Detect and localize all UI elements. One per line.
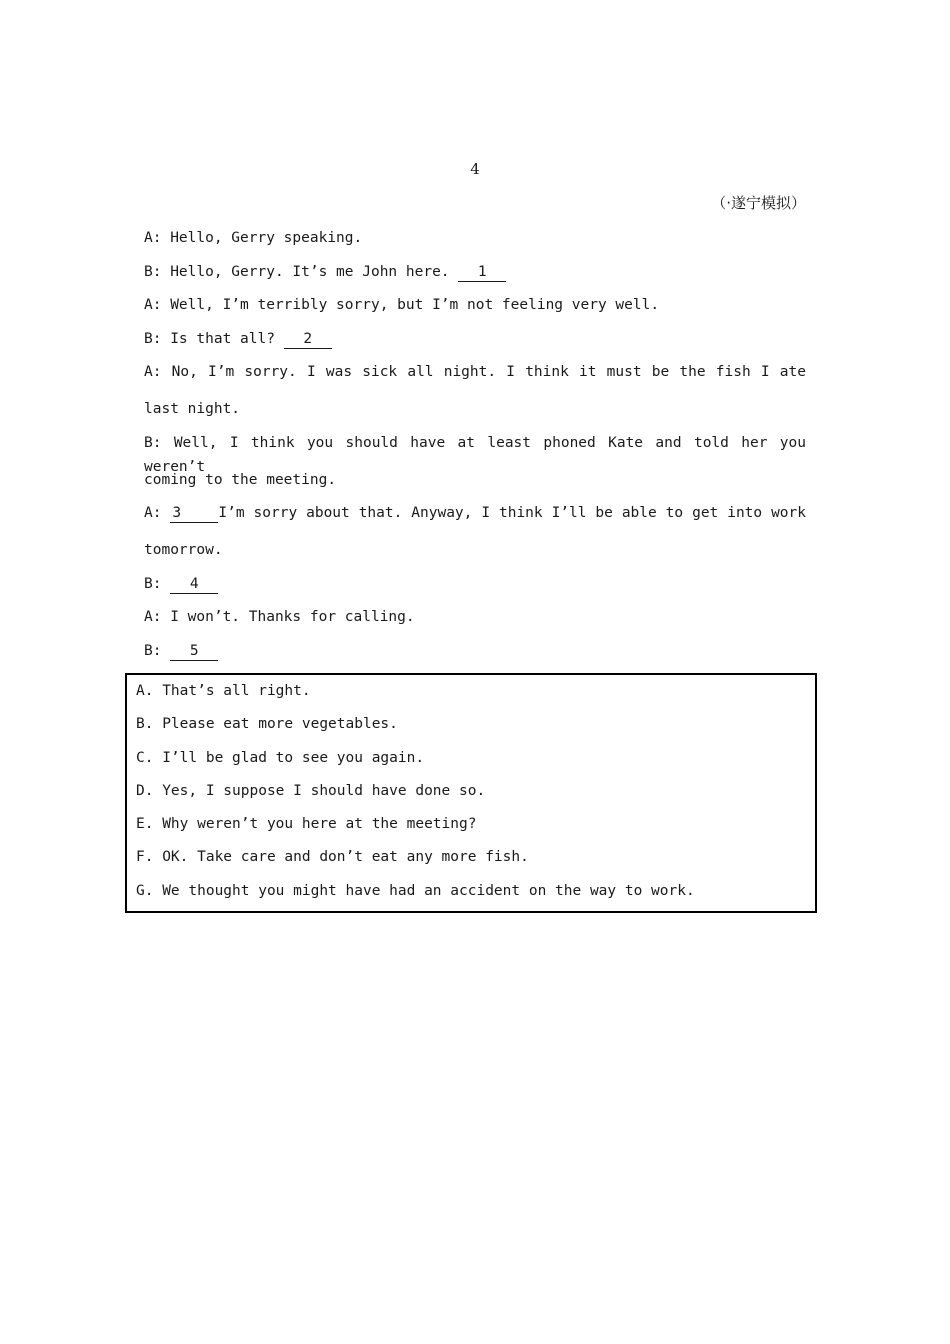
answer-blank-5[interactable]: 5 (170, 642, 218, 661)
option-e: E. Why weren’t you here at the meeting? (136, 816, 477, 833)
dialog-line: A: I won’t. Thanks for calling. (144, 609, 415, 625)
dialog-text: B: (144, 642, 171, 659)
dialog-text: B: Is that all? (144, 330, 284, 347)
dialog-line: B: Well, I think you should have at least phoned Kate and told her you weren’t (144, 434, 806, 475)
page-number: 4 (470, 160, 480, 178)
dialogue (144, 226, 806, 672)
options-list (136, 679, 695, 912)
dialog-line (144, 327, 806, 361)
option-a: A. That’s all right. (136, 683, 311, 699)
option-d: D. Yes, I suppose I should have done so. (136, 782, 486, 799)
answer-blank-1[interactable]: 1 (458, 263, 506, 282)
options-box (125, 673, 817, 913)
dialog-text: B: (144, 575, 171, 592)
dialog-line: A: Well, I’m terribly sorry, but I’m not feeling very well. (144, 297, 660, 313)
option-b: B. Please eat more vegetables. (136, 716, 398, 733)
dialog-line: A: Hello, Gerry speaking. (144, 230, 363, 246)
dialog-line (144, 639, 806, 673)
answer-blank-3[interactable]: 3 (170, 504, 218, 523)
answer-blank-2[interactable]: 2 (284, 330, 332, 349)
dialog-line (144, 260, 806, 294)
option-c: C. I’ll be glad to see you again. (136, 749, 425, 766)
dialog-text: I’m sorry about that. Anyway, I think I’ll be able to get into work (218, 505, 806, 521)
dialog-line (144, 501, 806, 538)
option-g: G. We thought you might have had an accident on the way to work. (136, 882, 695, 899)
source-note: （·遂宁模拟） (711, 194, 806, 212)
dialog-line: tomorrow. (144, 542, 223, 558)
answer-blank-4[interactable]: 4 (170, 575, 218, 594)
dialog-line: A: No, I’m sorry. I was sick all night. I think it must be the fish I ate (144, 364, 806, 380)
dialog-line: last night. (144, 401, 241, 417)
dialog-text: A: (144, 505, 171, 521)
dialog-text: B: Hello, Gerry. It’s me John here. (144, 263, 459, 280)
option-f: F. OK. Take care and don’t eat any more fish. (136, 849, 529, 866)
dialog-line: coming to the meeting. (144, 471, 337, 488)
dialog-line (144, 572, 806, 606)
